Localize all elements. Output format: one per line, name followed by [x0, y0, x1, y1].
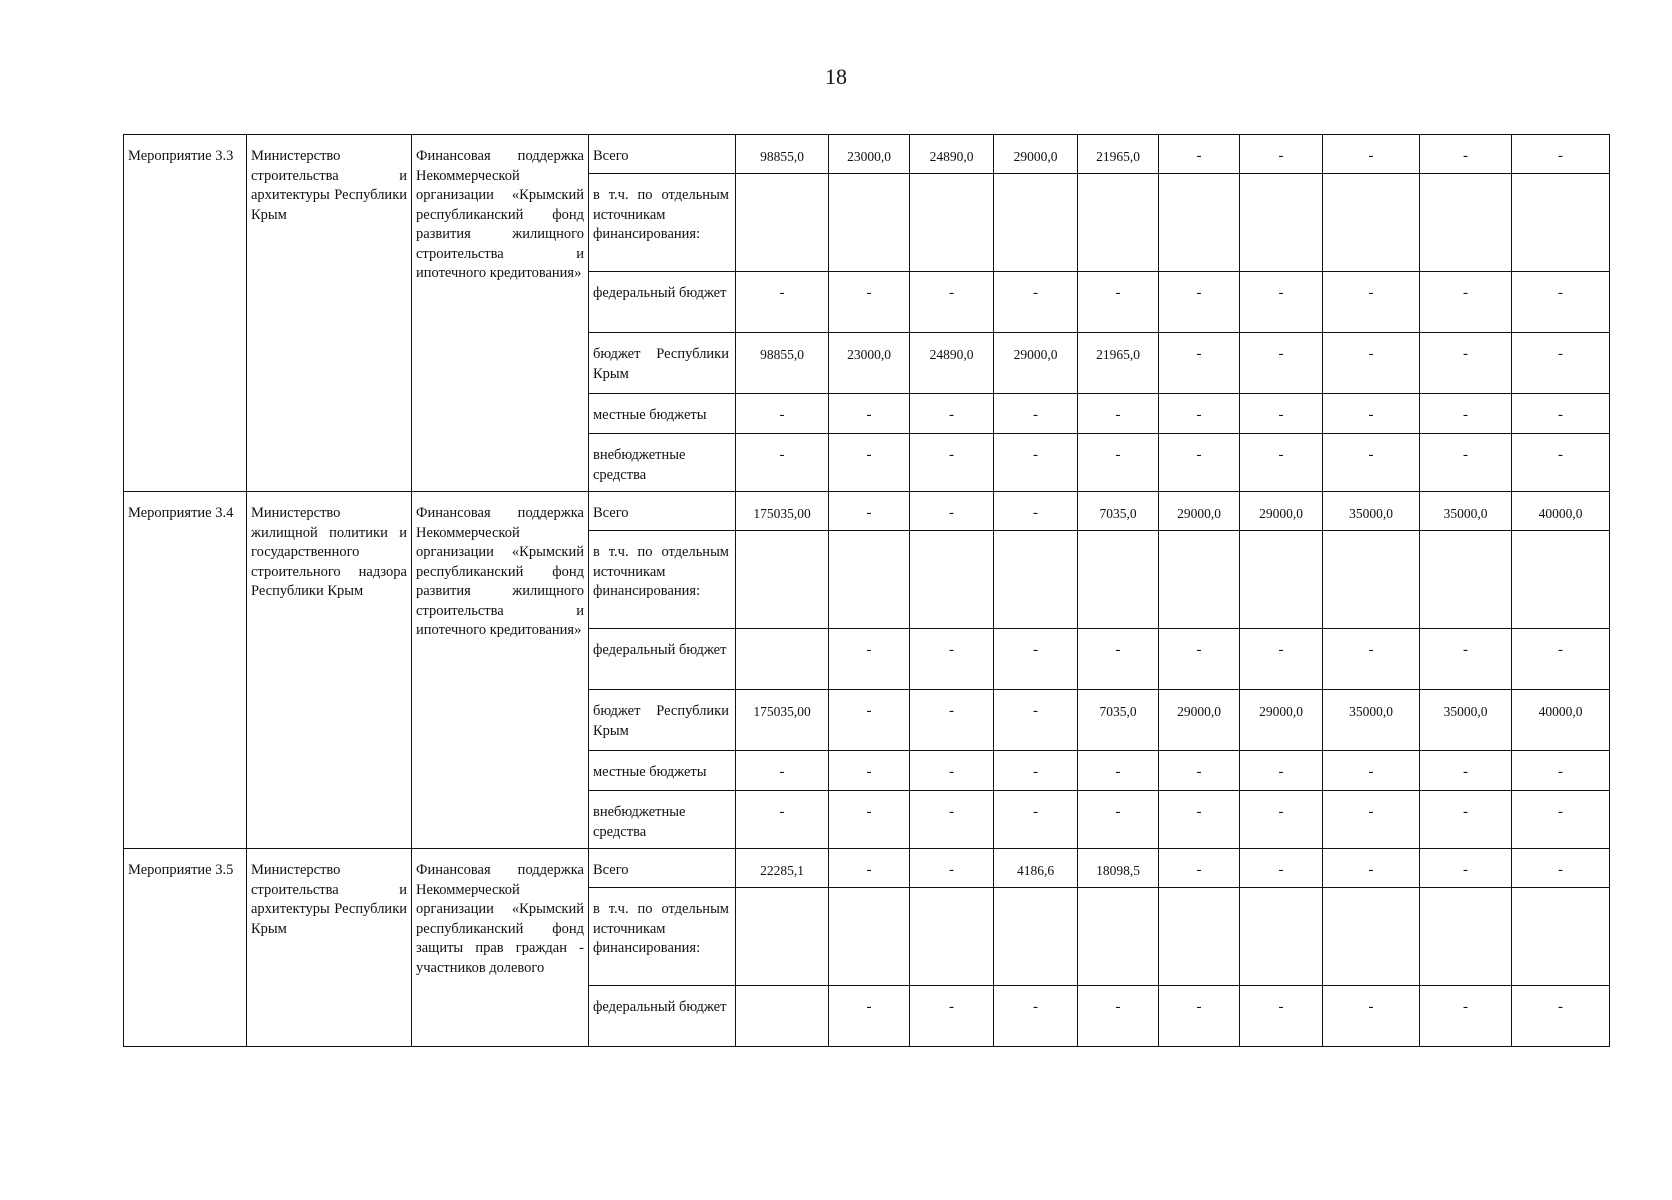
amount-cell: -	[1159, 135, 1240, 174]
amount-cell: 29000,0	[994, 333, 1078, 394]
amount-cell	[1240, 174, 1323, 272]
funding-source-cell: бюджет Республики Крым	[589, 333, 736, 394]
amount-cell: -	[1420, 394, 1512, 434]
amount-cell: 98855,0	[736, 333, 829, 394]
amount-cell	[736, 174, 829, 272]
amount-cell: -	[1420, 434, 1512, 492]
funding-source-cell: бюджет Республики Крым	[589, 690, 736, 751]
amount-cell: -	[1323, 791, 1420, 849]
amount-cell: 21965,0	[1078, 135, 1159, 174]
amount-cell: -	[1420, 135, 1512, 174]
executor-cell: Министерство жилищной политики и государственного строительного надзора Республики Крым	[247, 492, 412, 849]
amount-cell: -	[829, 751, 910, 791]
amount-cell: -	[910, 272, 994, 333]
amount-cell: -	[1323, 272, 1420, 333]
amount-cell	[1512, 531, 1610, 629]
table-row	[124, 492, 1610, 531]
amount-cell: -	[910, 394, 994, 434]
amount-cell: -	[1512, 986, 1610, 1047]
amount-cell: -	[736, 791, 829, 849]
measure-name-cell: Финансовая поддержка Некоммерческой организации «Крымский республиканский фонд защиты прав граждан - участников долевого	[412, 849, 589, 1047]
amount-cell: -	[736, 394, 829, 434]
amount-cell: -	[736, 751, 829, 791]
amount-cell	[1159, 531, 1240, 629]
amount-cell: -	[910, 492, 994, 531]
funding-source-cell: федеральный бюджет	[589, 272, 736, 333]
amount-cell: -	[1240, 434, 1323, 492]
amount-cell: -	[910, 986, 994, 1047]
amount-cell: -	[829, 986, 910, 1047]
amount-cell: -	[1420, 333, 1512, 394]
amount-cell	[736, 986, 829, 1047]
amount-cell	[910, 531, 994, 629]
executor-cell: Министерство строительства и архитектуры Республики Крым	[247, 849, 412, 1047]
funding-source-cell: в т.ч. по отдельным источникам финансирования:	[589, 888, 736, 986]
amount-cell: -	[1240, 791, 1323, 849]
amount-cell: 40000,0	[1512, 690, 1610, 751]
amount-cell: -	[1323, 394, 1420, 434]
amount-cell: -	[1240, 135, 1323, 174]
amount-cell: 29000,0	[1240, 492, 1323, 531]
amount-cell: 7035,0	[1078, 492, 1159, 531]
amount-cell: -	[1420, 272, 1512, 333]
amount-cell: -	[1240, 751, 1323, 791]
amount-cell: -	[829, 394, 910, 434]
amount-cell	[1078, 174, 1159, 272]
amount-cell	[1323, 888, 1420, 986]
amount-cell: -	[1078, 751, 1159, 791]
amount-cell: -	[1078, 272, 1159, 333]
amount-cell: -	[994, 690, 1078, 751]
amount-cell: 40000,0	[1512, 492, 1610, 531]
amount-cell: 24890,0	[910, 135, 994, 174]
amount-cell	[1159, 888, 1240, 986]
amount-cell: -	[910, 791, 994, 849]
amount-cell: 21965,0	[1078, 333, 1159, 394]
funding-source-cell: Всего	[589, 135, 736, 174]
amount-cell: -	[1078, 791, 1159, 849]
table-row	[124, 849, 1610, 888]
amount-cell: -	[910, 849, 994, 888]
amount-cell: -	[1159, 434, 1240, 492]
amount-cell: -	[910, 751, 994, 791]
funding-source-cell: внебюджетные средства	[589, 434, 736, 492]
event-cell: Мероприятие 3.3	[124, 135, 247, 492]
amount-cell: -	[829, 434, 910, 492]
amount-cell: -	[1420, 849, 1512, 888]
funding-source-cell: внебюджетные средства	[589, 791, 736, 849]
amount-cell: -	[1159, 849, 1240, 888]
amount-cell	[1420, 888, 1512, 986]
amount-cell: -	[1512, 135, 1610, 174]
amount-cell: -	[829, 849, 910, 888]
amount-cell: -	[829, 791, 910, 849]
amount-cell	[994, 888, 1078, 986]
amount-cell: -	[829, 492, 910, 531]
amount-cell: 175035,00	[736, 492, 829, 531]
amount-cell: -	[994, 791, 1078, 849]
amount-cell: -	[1159, 272, 1240, 333]
amount-cell	[1512, 174, 1610, 272]
amount-cell: -	[1159, 629, 1240, 690]
amount-cell: -	[1512, 791, 1610, 849]
amount-cell	[1078, 531, 1159, 629]
budget-table-sheet	[123, 134, 1610, 1047]
amount-cell: -	[1323, 135, 1420, 174]
amount-cell: -	[829, 272, 910, 333]
amount-cell: 24890,0	[910, 333, 994, 394]
amount-cell: -	[1240, 272, 1323, 333]
table-row	[124, 135, 1610, 174]
amount-cell: -	[1512, 434, 1610, 492]
amount-cell: -	[994, 492, 1078, 531]
funding-source-cell: Всего	[589, 849, 736, 888]
amount-cell: -	[829, 690, 910, 751]
measure-name-cell: Финансовая поддержка Некоммерческой организации «Крымский республиканский фонд развития жилищного строительства и ипотечного кредитования»	[412, 135, 589, 492]
amount-cell: 29000,0	[1159, 690, 1240, 751]
amount-cell: -	[1240, 849, 1323, 888]
amount-cell: -	[1240, 629, 1323, 690]
amount-cell	[1512, 888, 1610, 986]
amount-cell: -	[1420, 791, 1512, 849]
amount-cell: -	[994, 272, 1078, 333]
amount-cell: -	[1240, 394, 1323, 434]
amount-cell	[1078, 888, 1159, 986]
funding-source-cell: Всего	[589, 492, 736, 531]
amount-cell: 29000,0	[1159, 492, 1240, 531]
amount-cell	[910, 174, 994, 272]
amount-cell	[1159, 174, 1240, 272]
amount-cell: 35000,0	[1420, 492, 1512, 531]
amount-cell: -	[1512, 394, 1610, 434]
amount-cell: 29000,0	[1240, 690, 1323, 751]
amount-cell: -	[1512, 272, 1610, 333]
amount-cell	[1420, 531, 1512, 629]
amount-cell: -	[1512, 849, 1610, 888]
amount-cell: -	[1159, 986, 1240, 1047]
amount-cell: -	[1323, 434, 1420, 492]
amount-cell: -	[1159, 751, 1240, 791]
amount-cell	[1323, 174, 1420, 272]
amount-cell	[736, 888, 829, 986]
amount-cell: 35000,0	[1323, 690, 1420, 751]
amount-cell: -	[994, 751, 1078, 791]
amount-cell: -	[829, 629, 910, 690]
table-body	[124, 135, 1610, 1047]
amount-cell: 23000,0	[829, 135, 910, 174]
amount-cell: -	[1512, 629, 1610, 690]
amount-cell: -	[910, 629, 994, 690]
amount-cell: 35000,0	[1420, 690, 1512, 751]
amount-cell: -	[1512, 751, 1610, 791]
amount-cell: -	[1323, 333, 1420, 394]
amount-cell: -	[1240, 986, 1323, 1047]
amount-cell: -	[1420, 751, 1512, 791]
amount-cell: 4186,6	[994, 849, 1078, 888]
event-cell: Мероприятие 3.5	[124, 849, 247, 1047]
amount-cell: 175035,00	[736, 690, 829, 751]
amount-cell: -	[1512, 333, 1610, 394]
amount-cell: 23000,0	[829, 333, 910, 394]
amount-cell: -	[736, 272, 829, 333]
funding-source-cell: федеральный бюджет	[589, 629, 736, 690]
amount-cell: -	[1323, 751, 1420, 791]
amount-cell: -	[994, 986, 1078, 1047]
amount-cell: 22285,1	[736, 849, 829, 888]
page-number: 18	[825, 64, 847, 89]
amount-cell: -	[1420, 629, 1512, 690]
funding-source-cell: в т.ч. по отдельным источникам финансирования:	[589, 174, 736, 272]
amount-cell	[1323, 531, 1420, 629]
amount-cell: 7035,0	[1078, 690, 1159, 751]
amount-cell	[736, 629, 829, 690]
amount-cell	[994, 531, 1078, 629]
amount-cell: 29000,0	[994, 135, 1078, 174]
amount-cell: -	[1078, 434, 1159, 492]
amount-cell	[829, 888, 910, 986]
amount-cell: -	[1323, 849, 1420, 888]
amount-cell: -	[1078, 986, 1159, 1047]
amount-cell: -	[736, 434, 829, 492]
amount-cell	[829, 174, 910, 272]
funding-source-cell: федеральный бюджет	[589, 986, 736, 1047]
amount-cell	[736, 531, 829, 629]
amount-cell: -	[1159, 394, 1240, 434]
amount-cell: -	[1078, 394, 1159, 434]
amount-cell: -	[1323, 629, 1420, 690]
budget-table	[123, 134, 1610, 1047]
measure-name-cell: Финансовая поддержка Некоммерческой организации «Крымский республиканский фонд развития жилищного строительства и ипотечного кредитования»	[412, 492, 589, 849]
event-cell: Мероприятие 3.4	[124, 492, 247, 849]
amount-cell: -	[1078, 629, 1159, 690]
amount-cell: -	[910, 434, 994, 492]
amount-cell: -	[1240, 333, 1323, 394]
amount-cell	[910, 888, 994, 986]
funding-source-cell: местные бюджеты	[589, 751, 736, 791]
amount-cell	[1240, 531, 1323, 629]
amount-cell: 18098,5	[1078, 849, 1159, 888]
funding-source-cell: местные бюджеты	[589, 394, 736, 434]
amount-cell: -	[1323, 986, 1420, 1047]
amount-cell	[829, 531, 910, 629]
amount-cell: 98855,0	[736, 135, 829, 174]
amount-cell	[994, 174, 1078, 272]
amount-cell: -	[994, 434, 1078, 492]
amount-cell: -	[994, 629, 1078, 690]
amount-cell	[1240, 888, 1323, 986]
funding-source-cell: в т.ч. по отдельным источникам финансирования:	[589, 531, 736, 629]
executor-cell: Министерство строительства и архитектуры Республики Крым	[247, 135, 412, 492]
amount-cell: -	[994, 394, 1078, 434]
amount-cell: -	[910, 690, 994, 751]
amount-cell: -	[1159, 791, 1240, 849]
amount-cell: 35000,0	[1323, 492, 1420, 531]
amount-cell	[1420, 174, 1512, 272]
amount-cell: -	[1159, 333, 1240, 394]
amount-cell: -	[1420, 986, 1512, 1047]
